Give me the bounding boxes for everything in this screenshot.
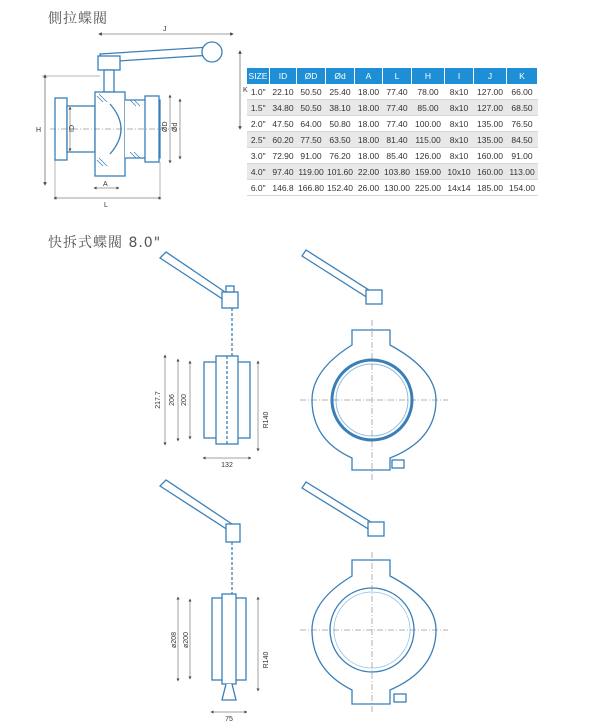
table-cell: 18.00 (355, 148, 383, 164)
table-cell: 78.00 (412, 84, 445, 100)
table-cell: 38.10 (326, 100, 355, 116)
table-cell: 1.5" (247, 100, 270, 116)
table-header-cell: L (383, 68, 412, 84)
table-cell: 185.00 (474, 180, 507, 196)
section-title-quick-release: 快拆式蝶閥 8.0" (48, 235, 162, 251)
table-cell: 159.00 (412, 164, 445, 180)
table-header-cell: ID (270, 68, 297, 84)
section-title-side-pull: 側拉蝶閥 (48, 11, 108, 27)
table-cell: 50.50 (297, 84, 326, 100)
table-cell: 8x10 (445, 84, 474, 100)
table-cell: 3.0" (247, 148, 270, 164)
dim-label-217: 217.7 (155, 391, 162, 409)
table-cell: 130.00 (383, 180, 412, 196)
quick-release-front-view-lower (300, 482, 448, 712)
table-cell: 76.50 (507, 116, 538, 132)
table-cell: 81.40 (383, 132, 412, 148)
quick-release-side-view-upper (160, 252, 258, 458)
table-cell: 2.0" (247, 116, 270, 132)
dim-label-k: K (243, 87, 248, 94)
table-cell: 68.50 (507, 100, 538, 116)
table-cell: 76.20 (326, 148, 355, 164)
table-cell: 85.00 (412, 100, 445, 116)
table-cell: 154.00 (507, 180, 538, 196)
dim-label-small-d: Ød (172, 122, 179, 132)
table-cell: 18.00 (355, 100, 383, 116)
table-cell: 14x14 (445, 180, 474, 196)
table-cell: 135.00 (474, 132, 507, 148)
dim-label-75: 75 (225, 716, 233, 723)
table-header-cell: I (445, 68, 474, 84)
table-cell: 8x10 (445, 116, 474, 132)
table-cell: 166.80 (297, 180, 326, 196)
table-cell: 26.00 (355, 180, 383, 196)
table-cell: 8x10 (445, 100, 474, 116)
table-cell: 135.00 (474, 116, 507, 132)
side-pull-valve-drawing (42, 34, 240, 200)
table-cell: 8x10 (445, 132, 474, 148)
table-header-cell: A (355, 68, 383, 84)
dim-label-l: L (104, 202, 108, 209)
table-header-cell: K (507, 68, 538, 84)
table-cell: 113.00 (507, 164, 538, 180)
table-cell: 126.00 (412, 148, 445, 164)
table-cell: 6.0" (247, 180, 270, 196)
table-cell: 84.50 (507, 132, 538, 148)
table-cell: 103.80 (383, 164, 412, 180)
table-cell: 18.00 (355, 116, 383, 132)
table-cell: 60.20 (270, 132, 297, 148)
table-cell: 10x10 (445, 164, 474, 180)
table-cell: 72.90 (270, 148, 297, 164)
dim-label-j: J (163, 26, 167, 33)
table-cell: 64.00 (297, 116, 326, 132)
table-cell: 225.00 (412, 180, 445, 196)
dim-label-208: ø208 (171, 632, 178, 648)
table-cell: 91.00 (507, 148, 538, 164)
dim-label-a: A (103, 181, 108, 188)
quick-release-side-view-lower (160, 480, 258, 712)
table-header-cell: Ød (326, 68, 355, 84)
dim-label-206: 206 (169, 394, 176, 406)
table-cell: 160.00 (474, 148, 507, 164)
table-cell: 146.8 (270, 180, 297, 196)
dim-label-h: H (36, 127, 42, 134)
table-cell: 22.00 (355, 164, 383, 180)
table-cell: 2.5" (247, 132, 270, 148)
dim-label-r140-lower: R140 (263, 651, 270, 669)
table-cell: 152.40 (326, 180, 355, 196)
table-cell: 18.00 (355, 84, 383, 100)
table-cell: 22.10 (270, 84, 297, 100)
table-cell: 50.50 (297, 100, 326, 116)
table-cell: 34.80 (270, 100, 297, 116)
dim-label-od: ØD (162, 121, 169, 132)
table-cell: 63.50 (326, 132, 355, 148)
table-cell: 50.80 (326, 116, 355, 132)
table-cell: 91.00 (297, 148, 326, 164)
table-header-cell: ØD (297, 68, 326, 84)
table-cell: 119.00 (297, 164, 326, 180)
dim-label-132: 132 (221, 462, 233, 469)
table-header-cell: J (474, 68, 507, 84)
table-cell: 115.00 (412, 132, 445, 148)
table-cell: 127.00 (474, 100, 507, 116)
table-header-cell: H (412, 68, 445, 84)
dim-label-id: ID (69, 125, 76, 132)
table-header-cell: SIZE (247, 68, 270, 84)
dim-label-r140-upper: R140 (263, 411, 270, 429)
table-cell: 97.40 (270, 164, 297, 180)
table-cell: 1.0" (247, 84, 270, 100)
table-cell: 47.50 (270, 116, 297, 132)
quick-release-front-view-upper (300, 250, 448, 480)
dim-label-200-lower: ø200 (183, 632, 190, 648)
table-cell: 18.00 (355, 132, 383, 148)
table-cell: 77.40 (383, 84, 412, 100)
table-cell: 77.40 (383, 116, 412, 132)
table-cell: 101.60 (326, 164, 355, 180)
table-cell: 85.40 (383, 148, 412, 164)
table-cell: 66.00 (507, 84, 538, 100)
table-cell: 100.00 (412, 116, 445, 132)
table-cell: 8x10 (445, 148, 474, 164)
table-cell: 160.00 (474, 164, 507, 180)
table-cell: 25.40 (326, 84, 355, 100)
table-cell: 4.0" (247, 164, 270, 180)
dim-label-200: 200 (181, 394, 188, 406)
table-cell: 127.00 (474, 84, 507, 100)
table-cell: 77.50 (297, 132, 326, 148)
table-cell: 77.40 (383, 100, 412, 116)
